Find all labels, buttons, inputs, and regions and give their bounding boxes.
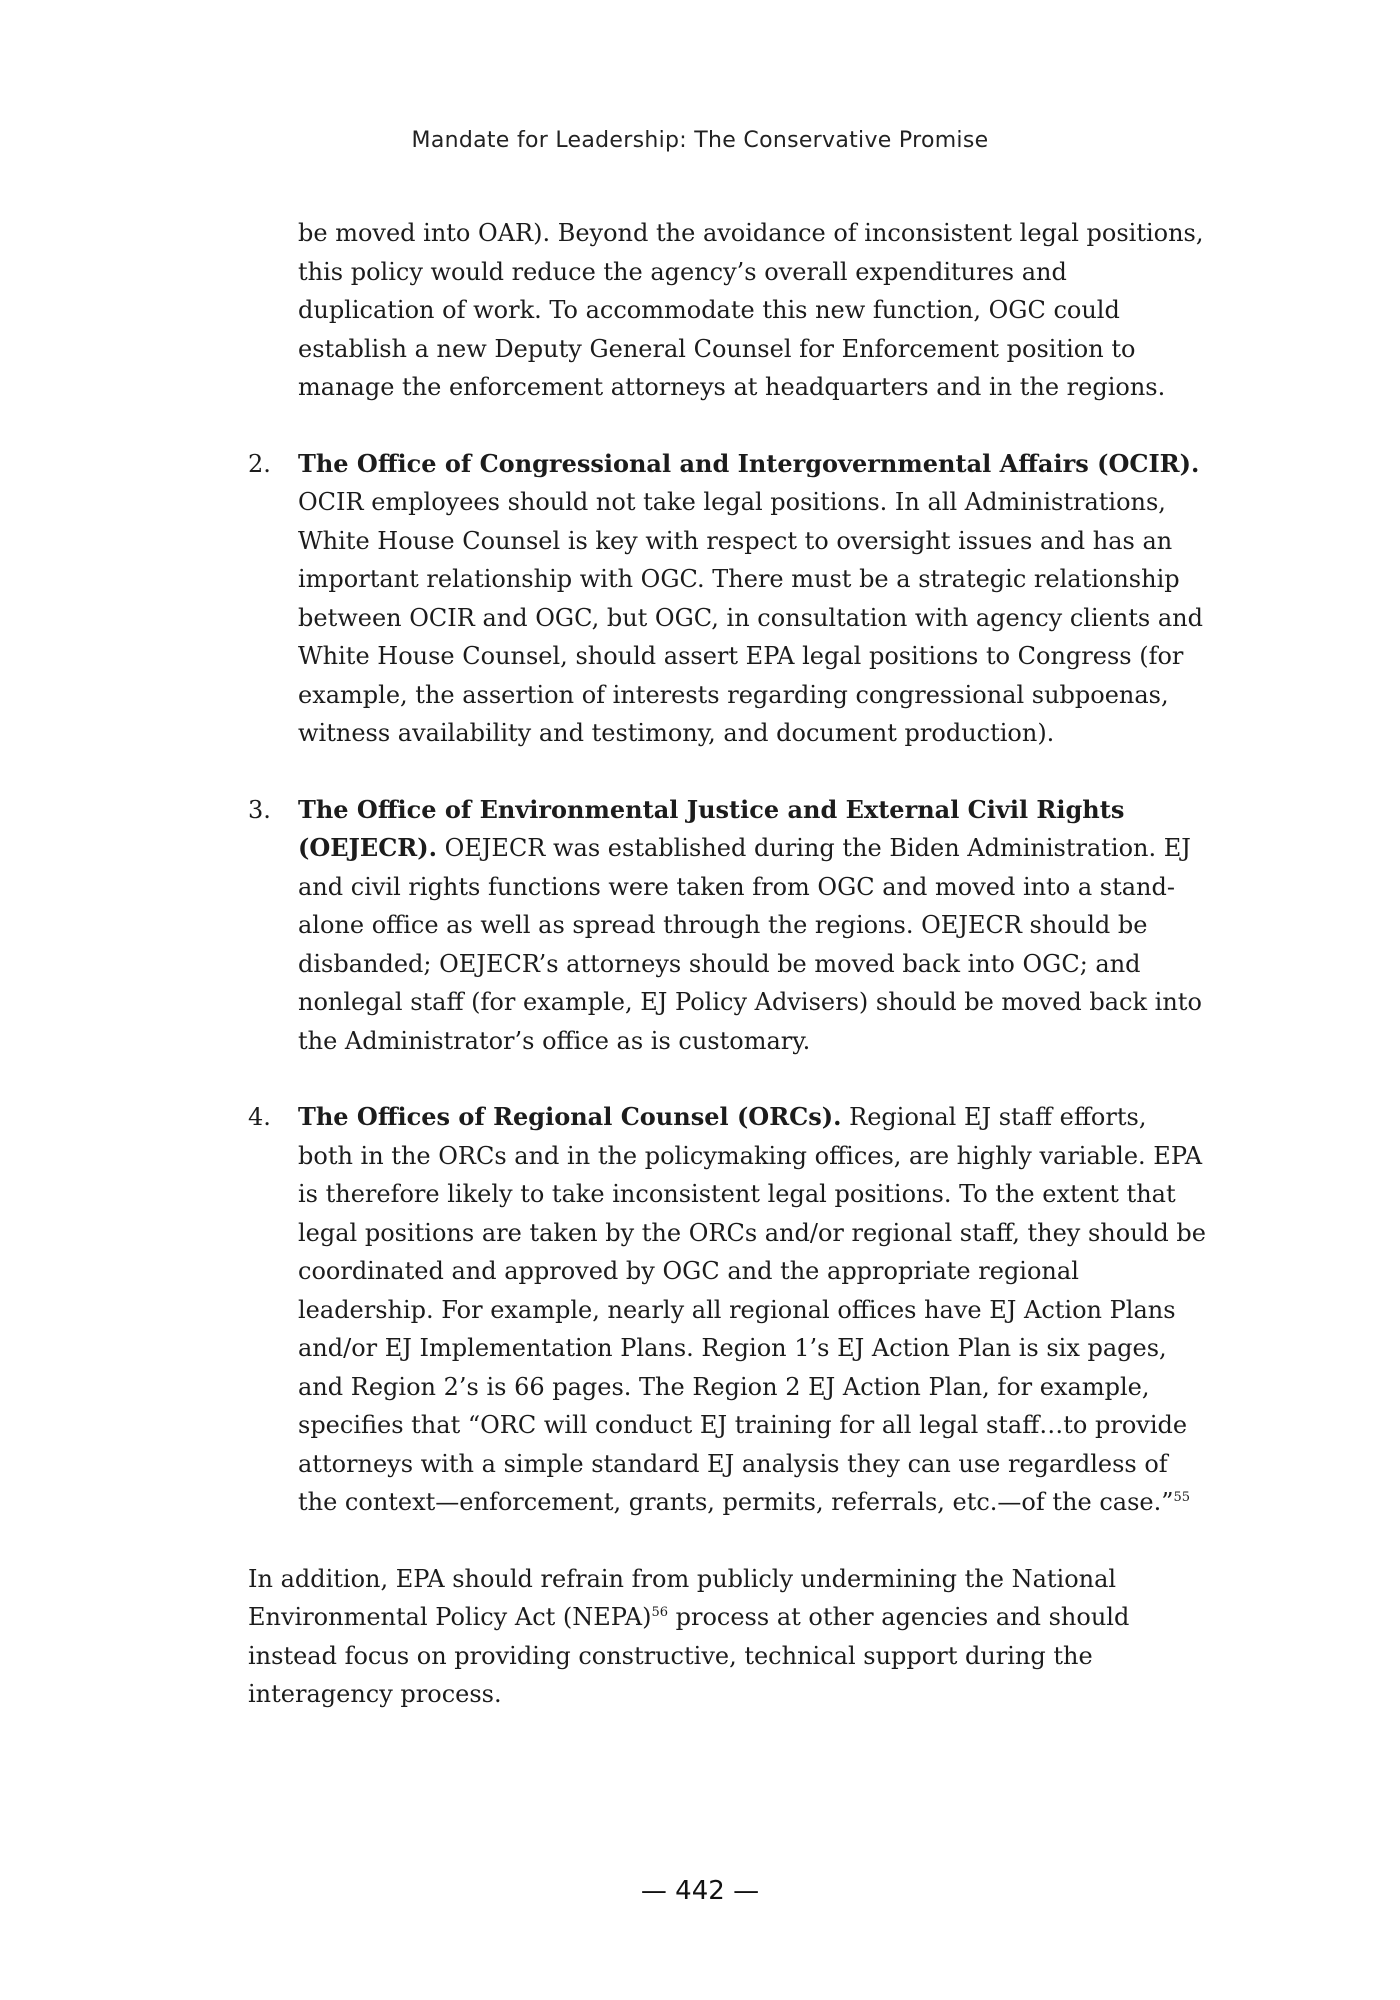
list-item-number: 3.: [248, 795, 271, 824]
list-item-heading: The Office of Environmental Justice and External Civil Rights (OEJECR).: [298, 794, 1125, 862]
list-item-number: 2.: [248, 449, 271, 478]
page-body: [248, 214, 1208, 1714]
closing-paragraph: [248, 1560, 1208, 1714]
list-item-body: [298, 1098, 1208, 1522]
list-item-heading: The Offices of Regional Counsel (ORCs).: [298, 1102, 842, 1131]
list-item: [248, 791, 1208, 1061]
list-item-text: OCIR employees should not take legal positions. In all Administrations, White House Counsel is key with respect to oversight issues and has an important relationship with OGC. There must be a strategic relationship between OCIR and OGC, but OGC, in consultation with agency clients and White House Counsel, should assert EPA legal positions to Congress (for example, the assertion of interests regarding congressional subpoenas, witness availability and testimony, and document production).: [298, 488, 1203, 747]
footnote-marker: 55: [1173, 1490, 1191, 1505]
list-item-body: [298, 791, 1208, 1061]
numbered-list: [248, 445, 1208, 1522]
list-item-number: 4.: [248, 1103, 271, 1131]
footnote-marker: 56: [651, 1605, 668, 1620]
list-item: [248, 445, 1208, 753]
list-item-body: [298, 445, 1208, 753]
continuation-paragraph: be moved into OAR). Beyond the avoidance of inconsistent legal positions, this policy would reduce the agency’s overall expenditures and duplication of work. To accommodate this new function, OGC could establish a new Deputy General Counsel for Enforcement position to manage the enforcement attorneys at headquarters and in the regions.: [298, 219, 1204, 401]
closing-text-after: process at other agencies and should instead focus on providing constructive, technical support during the interagency process.: [248, 1603, 1130, 1708]
page-number: — 442 —: [640, 1876, 760, 1906]
list-item-heading: The Office of Congressional and Intergovernmental Affairs (OCIR).: [298, 448, 1200, 478]
list-item-text: OEJECR was established during the Biden Administration. EJ and civil rights functions were taken from OGC and moved into a stand-alone office as well as spread through the regions. OEJECR should be disbanded; OEJECR’s attorneys should be moved back into OGC; and nonlegal staff (for example, EJ Policy Advisers) should be moved back into the Administrator’s office as is customary.: [298, 834, 1202, 1055]
list-item-text: Regional EJ staff efforts, both in the ORCs and in the policymaking offices, are highly variable. EPA is therefore likely to take inconsistent legal positions. To the extent that legal positions are taken by the ORCs and/or regional staff, they should be coordinated and approved by OGC and the appropriate regional leadership. For example, nearly all regional offices have EJ Action Plans and/or EJ Implementation Plans. Region 1’s EJ Action Plan is six pages, and Region 2’s is 66 pages. The Region 2 EJ Action Plan, for example, specifies that “ORC will conduct EJ training for all legal staff…to provide attorneys with a simple standard EJ analysis they can use regardless of the context—enforcement, grants, permits, referrals, etc.—of the case.”: [298, 1103, 1206, 1516]
running-header: Mandate for Leadership: The Conservative Promise: [411, 128, 989, 153]
list-item: [248, 1098, 1208, 1522]
closing-text-before: In addition, EPA should refrain from publicly undermining the National Environmental Policy Act (NEPA): [248, 1564, 1117, 1631]
